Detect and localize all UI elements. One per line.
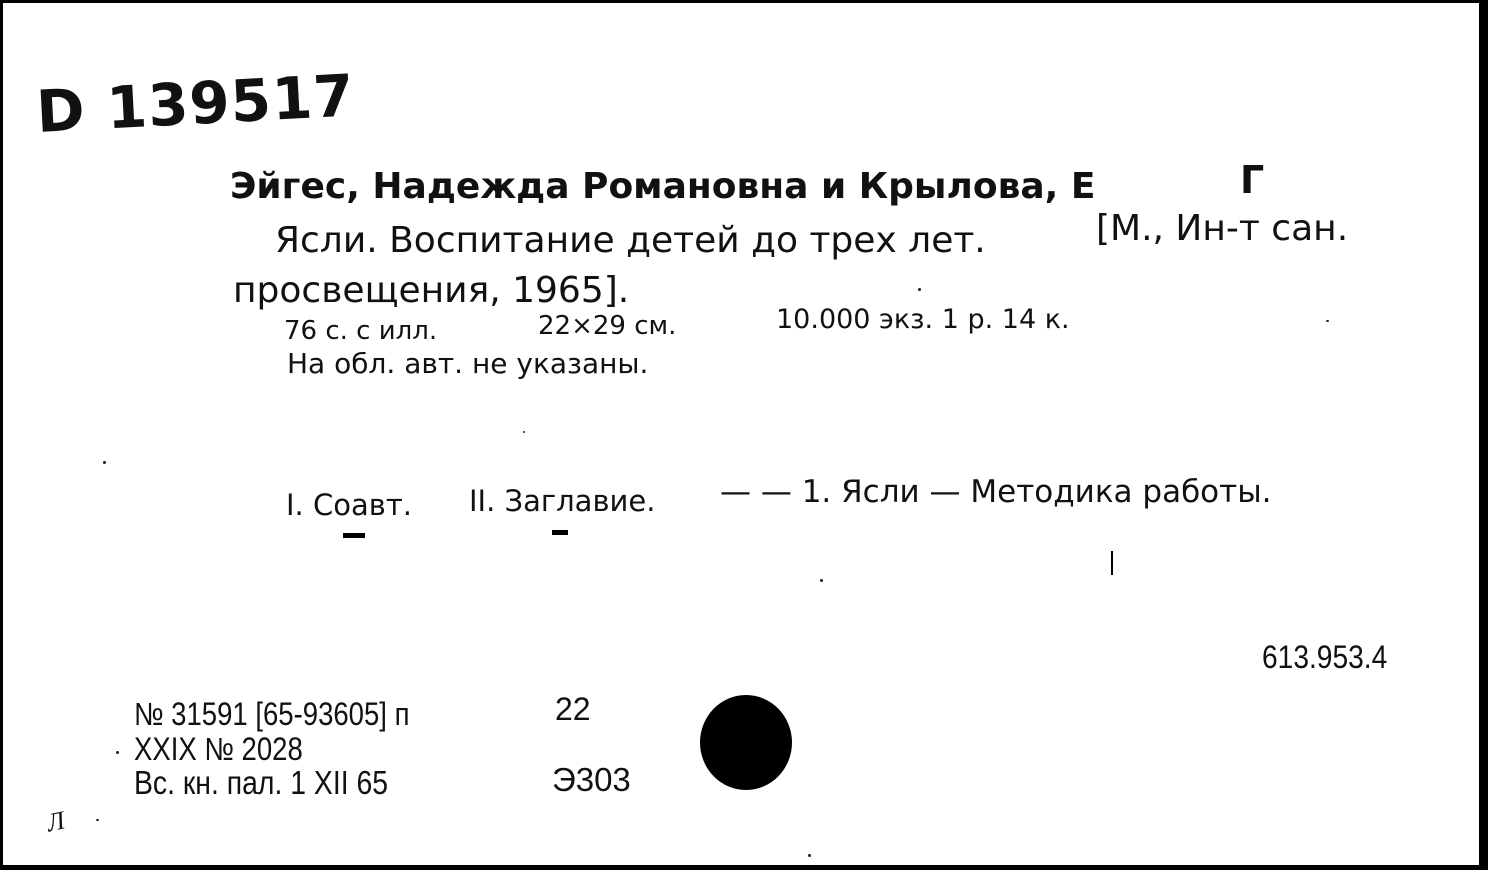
edition-price: 10.000 экз. 1 р. 14 к. [776, 304, 1070, 335]
print-code: Э303 [552, 761, 631, 798]
speck [808, 854, 811, 857]
tracing-coauthor: I. Соавт. [286, 488, 412, 522]
book-chamber-note: Вс. кн. пал. 1 XII 65 [134, 764, 389, 801]
tracing-title: II. Заглавие. [469, 484, 656, 518]
author-heading-tail: Г [1240, 158, 1265, 202]
imprint-start: [М., Ин-т сан. [1096, 208, 1349, 249]
series-number: XXIX № 2028 [134, 731, 303, 767]
physical-description: 76 с. с илл. [284, 316, 438, 346]
punch-hole [700, 695, 792, 790]
speck [103, 461, 106, 464]
speck [918, 288, 921, 291]
tracing-subject: — — 1. Ясли — Методика работы. [720, 474, 1272, 510]
pencil-mark [552, 530, 568, 535]
imprint-continuation: просвещения, 1965]. [233, 270, 630, 311]
scan-border [1479, 0, 1488, 870]
speck [96, 819, 99, 821]
note: На обл. авт. не указаны. [287, 347, 649, 380]
speck [116, 751, 119, 754]
title-line: Ясли. Воспитание детей до трех лет. [275, 220, 986, 261]
call-number: D 139517 [34, 61, 357, 146]
speck [523, 431, 525, 433]
classification-number: 613.953.4 [1262, 639, 1388, 675]
registration-number: № 31591 [65-93605] п [134, 696, 410, 732]
size: 22×29 см. [538, 311, 677, 341]
corner-mark: Л [44, 805, 68, 838]
catalog-card [3, 3, 1479, 865]
speck [1326, 320, 1329, 322]
pencil-stroke [1111, 551, 1113, 575]
speck [820, 579, 823, 582]
registration-code: 22 [555, 691, 591, 727]
pencil-mark [343, 533, 365, 538]
author-heading: Эйгес, Надежда Романовна и Крылова, Е [230, 166, 1096, 207]
